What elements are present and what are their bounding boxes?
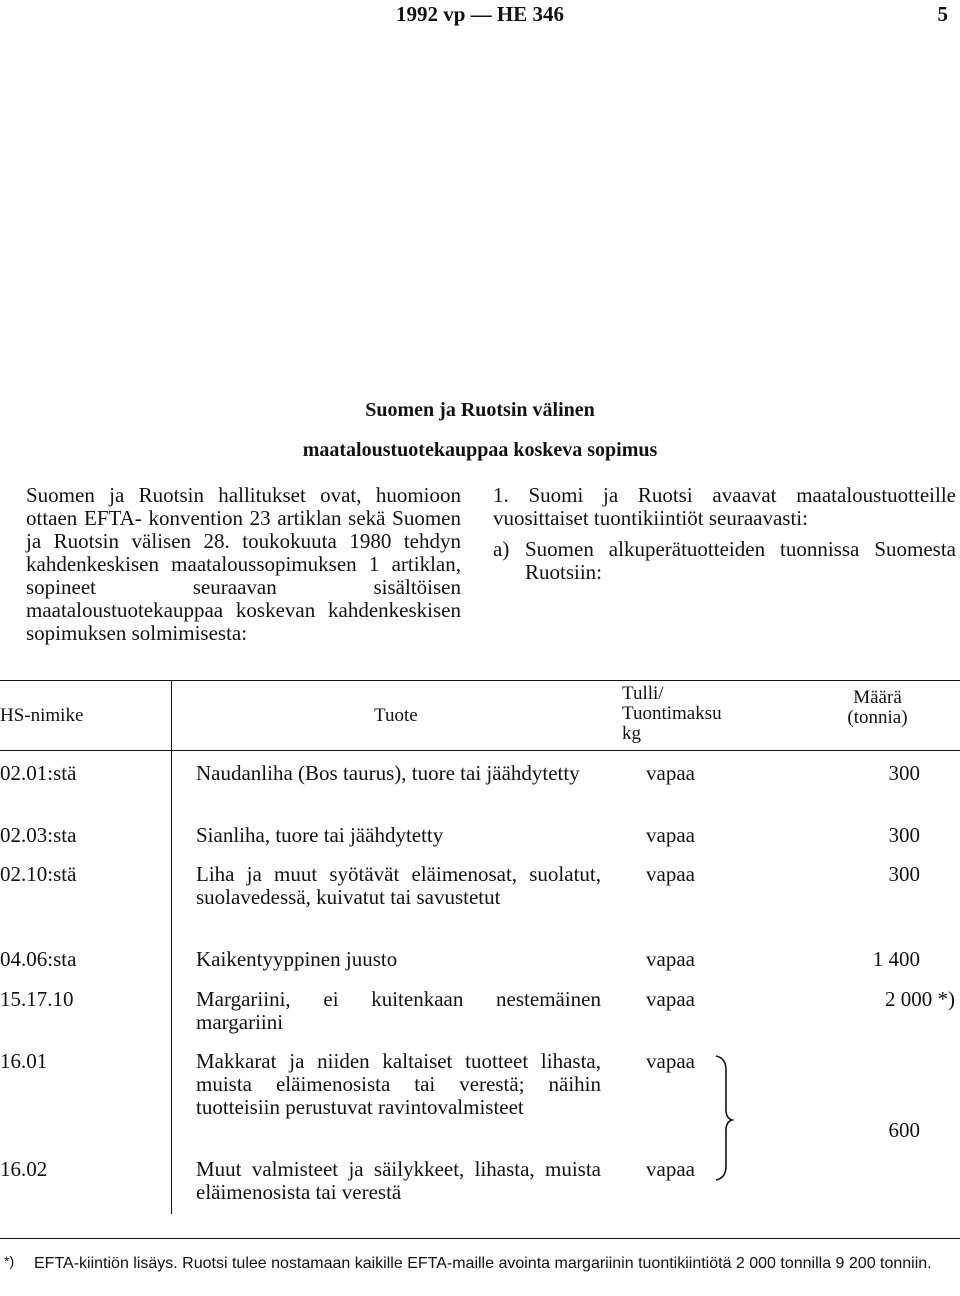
header-qty-line2: (tonnia) (847, 707, 908, 728)
row7-duty: vapaa (646, 1157, 695, 1181)
row2-product: Sianliha, tuore tai jäähdytetty (196, 823, 444, 847)
row4-qty: 1 400 (872, 947, 920, 971)
agreement-title-line1: Suomen ja Ruotsin välinen (365, 399, 595, 421)
table-top-rule (0, 680, 960, 681)
agreement-title-line2: maataloustuotekauppaa koskeva sopimus (302, 439, 658, 461)
row1-duty: vapaa (646, 761, 695, 785)
table-column-divider (171, 680, 172, 1214)
row4-product: Kaikentyyppinen juusto (196, 947, 398, 971)
running-header (0, 0, 960, 30)
row5-qty: 2 000 *) (885, 987, 955, 1011)
combined-qty: 600 (888, 1118, 920, 1142)
row2-qty: 300 (888, 823, 920, 847)
row6-hs: 16.01 (0, 1049, 48, 1073)
combined-quota-bracket (712, 1052, 742, 1184)
footnote-marker: *) (4, 1253, 15, 1269)
header-duty (622, 684, 722, 744)
row7-product: Muut valmisteet ja säilykkeet, lihasta, muista eläimenosista tai verestä (196, 1157, 601, 1204)
row3-qty: 300 (888, 862, 920, 886)
row5-product: Margariini, ei kuitenkaan nestemäinen margariini (196, 987, 601, 1034)
row3-hs: 02.10:stä (0, 862, 77, 886)
article-1-item-a (493, 538, 956, 584)
row2-hs: 02.03:sta (0, 823, 77, 847)
row3-product: Liha ja muut syötävät eläimenosat, suolatut, suolavedessä, kuivatut tai savustetut (196, 862, 601, 909)
item-text: Suomen alkuperätuotteiden tuonnissa Suomesta Ruotsiin: (525, 537, 956, 584)
header-qty-line1: Määrä (853, 687, 902, 708)
page-number: 5 (937, 2, 948, 26)
header-duty-line3: kg (622, 723, 641, 744)
header-duty-line1: Tulli/ (622, 683, 664, 704)
row4-duty: vapaa (646, 947, 695, 971)
row1-product: Naudanliha (Bos taurus), tuore tai jäähdytetty (196, 761, 580, 785)
row6-product: Makkarat ja niiden kaltaiset tuotteet lihasta, muista eläimenosista tai verestä; näihin tuotteisiin perustuvat ravintovalmisteet (196, 1049, 601, 1119)
preamble-paragraph: Suomen ja Ruotsin hallitukset ovat, huomioon ottaen EFTA- konvention 23 artiklan sekä Suomen ja Ruotsin välisen 28. toukokuuta 1980 tehdyn kahdenkeskisen maataloussopimuksen 1 artiklan, sopineet seuraavan sisältöisen maataloustuotekauppaa koskevan kahdenkeskisen sopimuksen solmimisesta: (26, 483, 461, 645)
row6-duty: vapaa (646, 1049, 695, 1073)
footnote-text: EFTA-kiintiön lisäys. Ruotsi tulee nostamaan kaikille EFTA-maille avointa margariinin tuontikiintiötä 2 000 tonnilla 9 200 tonniin. (34, 1255, 932, 1272)
item-label: a) (493, 537, 510, 561)
header-hs: HS-nimike (0, 705, 84, 726)
table-header-rule (0, 750, 960, 751)
row4-hs: 04.06:sta (0, 947, 77, 971)
row7-hs: 16.02 (0, 1157, 48, 1181)
row1-hs: 02.01:stä (0, 761, 77, 785)
row2-duty: vapaa (646, 823, 695, 847)
row5-hs: 15.17.10 (0, 987, 74, 1011)
row1-qty: 300 (888, 761, 920, 785)
row5-duty: vapaa (646, 987, 695, 1011)
article-1 (493, 484, 956, 584)
article-1-text: 1. Suomi ja Ruotsi avaavat maataloustuotteille vuosittaiset tuontikiintiöt seuraavasti: (493, 483, 956, 530)
header-qty (820, 688, 935, 728)
header-duty-line2: Tuontimaksu (622, 703, 722, 724)
header-product: Tuote (374, 705, 418, 726)
running-title: 1992 vp — HE 346 (395, 2, 565, 26)
table-bottom-rule (0, 1238, 960, 1239)
row3-duty: vapaa (646, 862, 695, 886)
